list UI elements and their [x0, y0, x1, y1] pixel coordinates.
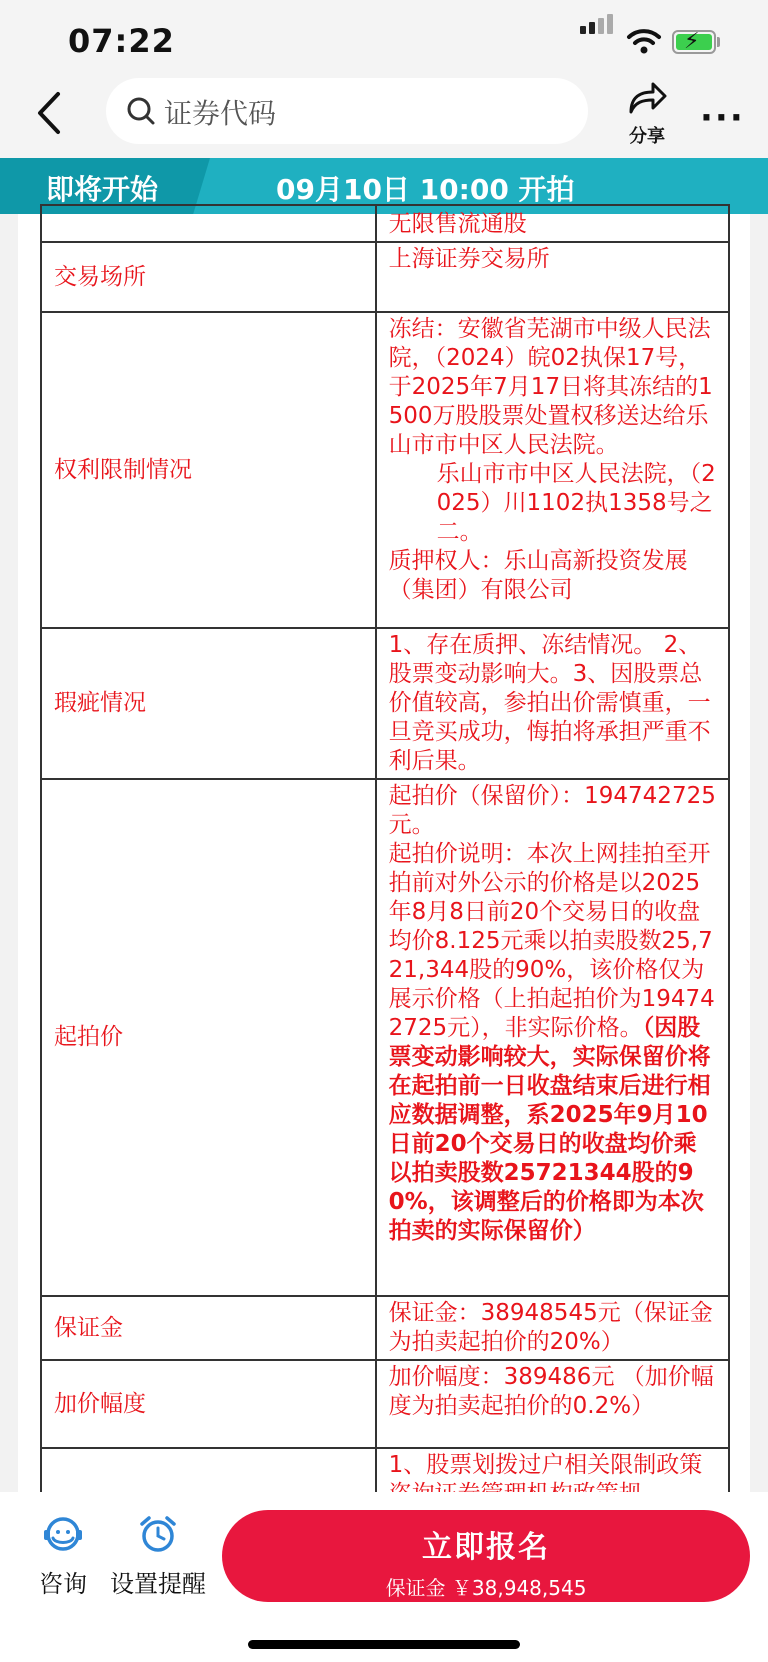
consult-label: 咨询: [39, 1570, 87, 1598]
auction-start-time: 09月10日 10:00 开拍: [276, 173, 575, 206]
table-value: 1、存在质押、冻结情况。 2、股票变动影响大。3、因股票总价值较高，参拍出价需慎重，一旦竞买成功，悔拍将承担严重不利后果。: [376, 628, 729, 779]
share-icon: [625, 78, 669, 118]
auction-status: 即将开始: [46, 173, 159, 206]
table-key: 交易场所: [41, 242, 376, 312]
search-placeholder: 证券代码: [164, 97, 277, 130]
table-row: [41, 205, 729, 242]
status-time: 07:22: [68, 22, 175, 60]
table-key: 保证金: [41, 1296, 376, 1360]
table-row: [41, 242, 729, 312]
table-row: [41, 628, 729, 779]
restriction-freeze-text: 冻结：安徽省芜湖市中级人民法院，（2024）皖02执保17号，于2025年7月17日将其冻结的1500万股股票处置权移送达给乐山市市中区人民法院。: [388, 316, 713, 458]
table-row: [41, 779, 729, 1296]
bottom-action-bar: [0, 1492, 768, 1662]
wifi-icon: [627, 28, 661, 54]
set-reminder-label: 设置提醒: [110, 1570, 206, 1598]
nav-bar: [0, 72, 768, 158]
starting-price-adjustment-note: （因股票变动影响较大，实际保留价将在起拍前一日收盘结束后进行相应数据调整，系2025年9月10日前20个交易日的收盘均价乘以拍卖股数25721344股的90%，该调整后的价格即为本次拍卖的实际保留价）: [388, 1015, 711, 1244]
table-value: 保证金：38948545元（保证金为拍卖起拍价的20%）: [376, 1296, 729, 1360]
auction-detail-content: [18, 211, 750, 1492]
table-value: 上海证券交易所: [376, 242, 729, 312]
restriction-pledgee-text: 质押权人：乐山高新投资发展（集团）有限公司: [388, 548, 688, 603]
table-value: [376, 312, 729, 628]
signup-button[interactable]: [222, 1510, 750, 1602]
table-row: [41, 1296, 729, 1360]
alarm-clock-icon: [137, 1514, 179, 1554]
table-key: [41, 205, 376, 242]
starting-price-note: 起拍价说明：本次上网挂拍至开拍前对外公示的价格是以2025年8月8日前20个交易日的收盘均价8.125元乘以拍卖股数25,721,344股的90%，该价格仅为展示价格（上拍起拍价为194742725元），非实际价格。（因股票变动影响较大，实际保留价将在起拍前一日收盘结束后进行相应数据调整，系2025年9月10日前20个交易日的收盘均价乘以拍卖股数25721344股的90%，该调整后的价格即为本次拍卖的实际保留价）: [388, 841, 715, 1244]
search-input[interactable]: [106, 78, 588, 144]
table-value: 无限售流通股: [376, 205, 729, 242]
home-indicator[interactable]: [248, 1640, 520, 1649]
table-value: 加价幅度：389486元 （加价幅度为拍卖起拍价的0.2%）: [376, 1360, 729, 1448]
auction-info-table: [40, 204, 730, 1519]
deposit-amount: 保证金 ￥38,948,545: [385, 1576, 587, 1600]
table-key: 起拍价: [41, 779, 376, 1296]
table-key: 瑕疵情况: [41, 628, 376, 779]
share-label: 分享: [629, 126, 665, 147]
more-icon[interactable]: ···: [700, 98, 745, 138]
table-row: [41, 1360, 729, 1448]
table-row: [41, 312, 729, 628]
starting-price-text: 起拍价（保留价）：194742725元。: [388, 783, 716, 838]
status-bar: [0, 0, 768, 72]
table-value: [376, 779, 729, 1296]
set-reminder-button[interactable]: [108, 1514, 208, 1599]
back-icon[interactable]: [30, 88, 70, 138]
battery-icon: ⚡: [672, 30, 716, 54]
consult-button[interactable]: [38, 1514, 88, 1599]
headset-icon: [42, 1514, 84, 1554]
search-icon: [126, 96, 156, 126]
table-key: 加价幅度: [41, 1360, 376, 1448]
table-value: 1、股票划拨过户相关限制政策: [376, 1448, 729, 1518]
share-button[interactable]: [620, 78, 674, 148]
signup-label: 立即报名: [422, 1530, 550, 1565]
table-key: 权利限制情况: [41, 312, 376, 628]
restriction-court-text: 乐山市市中区人民法院，（2025）川1102执1358号之二。: [436, 461, 716, 545]
